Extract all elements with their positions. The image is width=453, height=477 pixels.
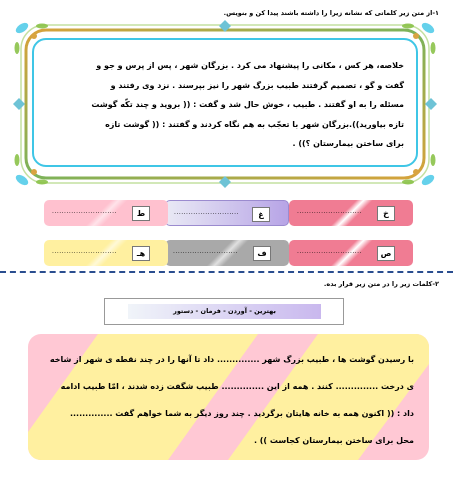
question-2-title: ۲-کلمات زیر را در متن زیر قرار بده. — [323, 280, 439, 288]
fill-in-text — [38, 346, 414, 454]
passage-line: تازه بیاورید)).بزرگان شهر با تعجّب به هم نگاه کردند و گفتند : (( گوشت تازه — [105, 119, 404, 129]
passage-line: خلاصه، هر کس ، مکانی را پیشنهاد می کرد . بزرگان شهر ، پس از پرس و جو و — [96, 61, 404, 70]
letter-card-kha[interactable] — [289, 200, 413, 226]
letter-card-ta[interactable] — [44, 200, 168, 226]
fill-line: داد : (( اکنون همه به خانه هایتان برگردید . چند روز دیگر به شما خواهم گفت .............. — [69, 409, 414, 418]
letter-card-ghayn[interactable] — [165, 200, 289, 226]
passage-line: گفت و گو ، تصمیم گرفتند طبیب بزرگ شهر را نیز بپرسند . نزد وی رفتند و — [110, 80, 404, 90]
answer-blank[interactable]: ........................... — [297, 248, 362, 255]
answer-blank[interactable]: ........................... — [52, 248, 117, 255]
answer-blank[interactable]: ........................... — [174, 209, 239, 216]
word-bank: بهترین - آوردن - فرمان - دستور — [128, 304, 321, 319]
letter-tag: ف — [253, 246, 271, 261]
letter-tag: هـ — [132, 246, 150, 261]
section-divider — [0, 271, 453, 273]
word-bank-box — [104, 298, 344, 325]
passage-panel — [32, 38, 418, 167]
letter-card-he[interactable] — [44, 240, 168, 266]
letter-tag: ص — [377, 246, 395, 261]
answer-blank[interactable]: ........................... — [297, 208, 362, 215]
letter-tag: خ — [377, 206, 395, 221]
letter-tag: ط — [132, 206, 150, 221]
letter-card-sad[interactable] — [289, 240, 413, 266]
passage-line: مسئله را به او گفتند . طبیب ، خوش حال شد و گفت : (( بروید و چند تکّه گوشت — [91, 100, 404, 109]
answer-blank[interactable]: ........................... — [52, 208, 117, 215]
letter-card-fa[interactable] — [165, 240, 289, 266]
fill-line: ی درخت .............. کنند . همه از این .............. طبیب شگفت زده شدند ، امّا طبیب ادامه — [60, 382, 414, 391]
question-1-title: ۱-از متن زیر کلماتی که نشانه زیرا را داشته باشند پیدا کن و بنویس. — [223, 9, 439, 17]
passage-line: برای ساختن بیمارستان ؟)) . — [292, 139, 404, 148]
passage-text — [46, 56, 404, 154]
fill-line: محل برای ساختن بیمارستان کجاست )) . — [253, 436, 414, 445]
fill-in-panel — [28, 334, 429, 460]
answer-blank[interactable]: ........................... — [173, 248, 238, 255]
fill-line: با رسیدن گوشت ها ، طبیب بزرگ شهر .............. داد تا آنها را در چند نقطه ی شهر از شاخه — [49, 355, 414, 364]
letter-tag: غ — [252, 207, 270, 222]
